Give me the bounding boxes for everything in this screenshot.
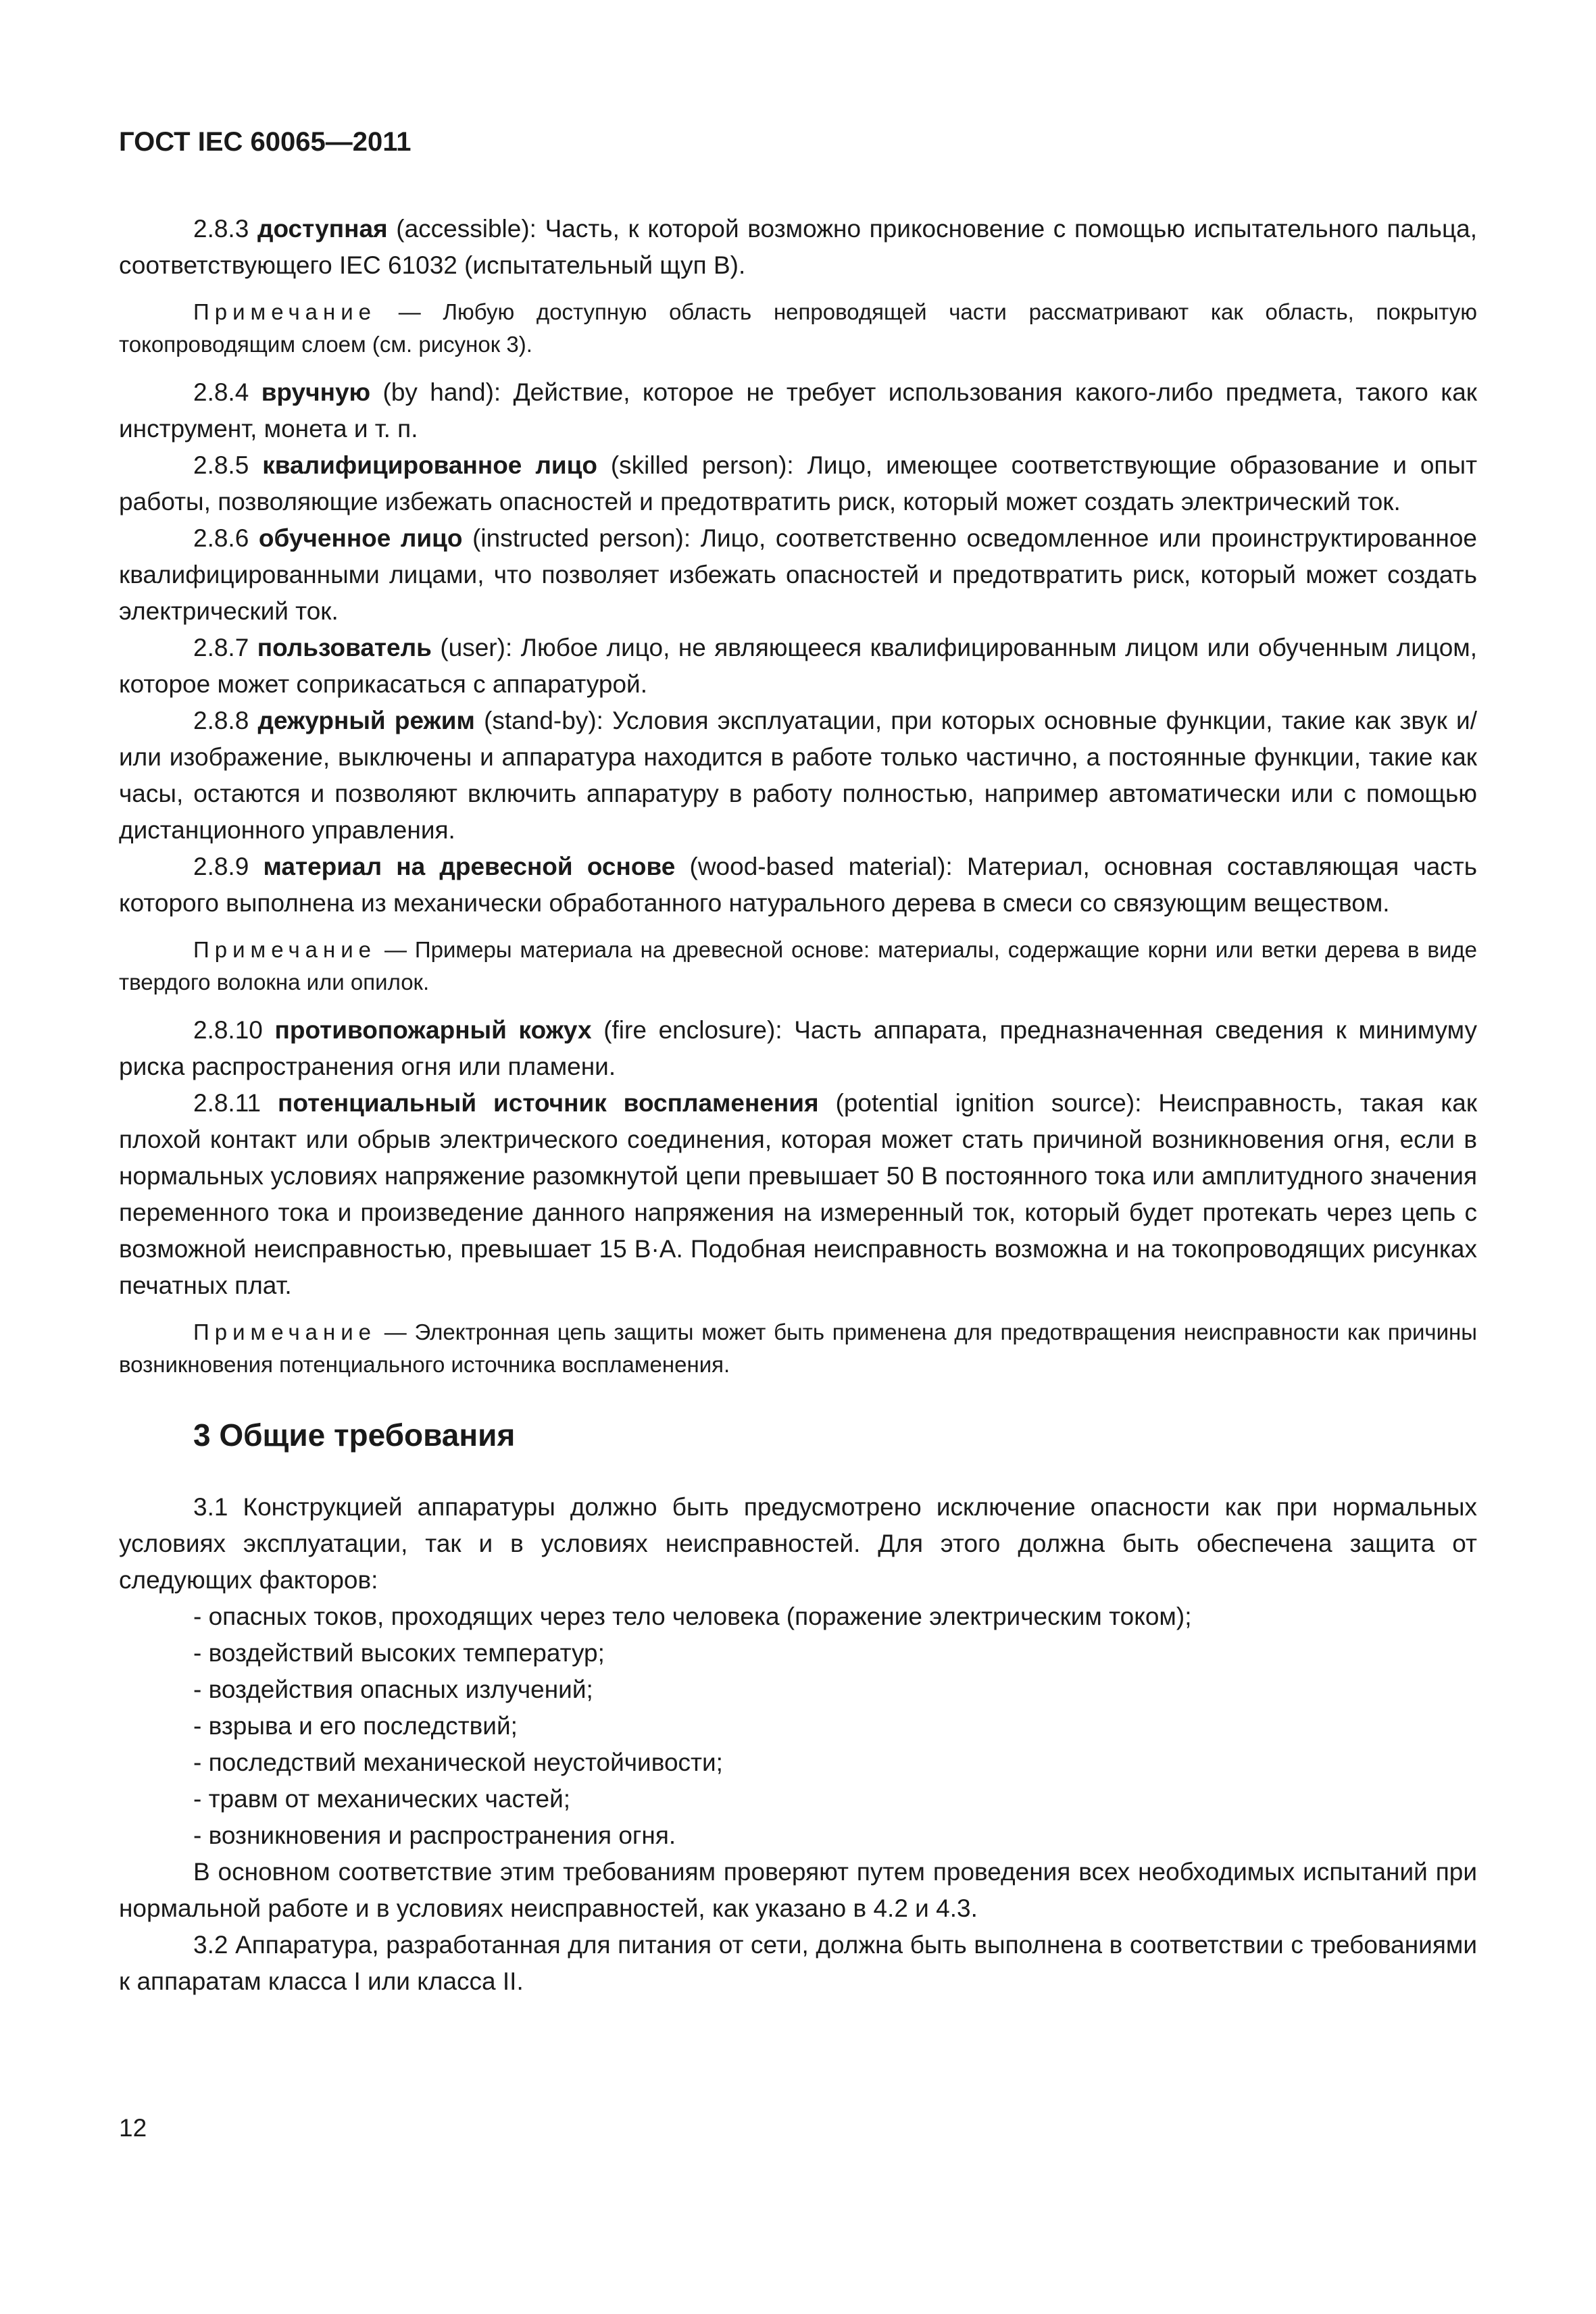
- defined-term: потенциальный источник воспламенения: [278, 1089, 819, 1117]
- clause-number: 2.8.7: [193, 634, 249, 661]
- clause-number: 2.8.10: [193, 1016, 263, 1044]
- definition-text: (fire enclosure): Часть аппарата, предназначенная сведения к минимуму риска распространения огня или пламени.: [119, 1016, 1477, 1080]
- note: [119, 296, 1477, 361]
- clause-number: 2.8.8: [193, 707, 249, 734]
- defined-term: квалифицированное лицо: [262, 451, 597, 479]
- definition-text: (stand-by): Условия эксплуатации, при которых основные функции, такие как звук и/или изображение, выключены и аппаратура находится в работе только частично, а постоянные функции, такие как часы, остаются и позволяют включить аппаратуру в работу полностью, например автоматически или с помощью дистанционного управления.: [119, 707, 1478, 844]
- defined-term: обученное лицо: [258, 524, 463, 552]
- definition-text: (instructed person): Лицо, соответственно осведомленное или проинструктированное квалифицированными лицами, что позволяет избежать опасностей и предотвратить риск, который может создать электрический ток.: [119, 524, 1478, 625]
- defined-term: пользователь: [257, 634, 432, 661]
- list-item: - травм от механических частей;: [193, 1785, 571, 1813]
- definition-2-8-8: [119, 703, 1477, 849]
- definition-2-8-5: [119, 447, 1477, 520]
- note-text: — Примеры материала на древесной основе: материалы, содержащие корни или ветки дерева в виде твердого волокна или опилок.: [119, 937, 1477, 995]
- standard-header: ГОСТ IEC 60065—2011: [119, 127, 412, 157]
- defined-term: противопожарный кожух: [274, 1016, 592, 1044]
- definition-2-8-11: [119, 1085, 1477, 1304]
- note-label: Примечание: [193, 299, 377, 324]
- note-label: Примечание: [193, 1319, 377, 1344]
- defined-term: дежурный режим: [257, 707, 475, 734]
- definition-2-8-4: [119, 374, 1477, 447]
- definition-2-8-10: [119, 1012, 1477, 1085]
- paragraph-compliance: В основном соответствие этим требованиям проверяют путем проведения всех необходимых испытаний при нормальной работе и в условиях неисправностей, как указано в 4.2 и 4.3.: [119, 1858, 1477, 1922]
- definition-2-8-7: [119, 630, 1477, 703]
- definition-text: (skilled person): Лицо, имеющее соответствующие образование и опыт работы, позволяющие избежать опасностей и предотвратить риск, который может создать электрический ток.: [119, 451, 1478, 515]
- list-item: - опасных токов, проходящих через тело человека (поражение электрическим током);: [193, 1603, 1192, 1630]
- definition-text: (potential ignition source): Неисправность, такая как плохой контакт или обрыв электрического соединения, которая может стать причиной возникновения огня, если в нормальных условиях напряжение разомкнутой цепи превышает 50 В постоянного тока или амплитудного значения переменного тока и произведение данного напряжения на измеренный ток, который будет протекать через цепь с возможной неисправностью, превышает 15 В·А. Подобная неисправность возможна и на токопроводящих рисунках печатных плат.: [119, 1089, 1478, 1299]
- clause-number: 2.8.9: [193, 853, 249, 880]
- list-item: - возникновения и распространения огня.: [193, 1821, 676, 1849]
- definition-text: (wood-based material): Материал, основная составляющая часть которого выполнена из механически обработанного натурального дерева в смеси со связующим веществом.: [119, 853, 1478, 917]
- defined-term: материал на древесной основе: [263, 853, 676, 880]
- list-item: - последствий механической неустойчивости;: [193, 1749, 723, 1776]
- paragraph-3-1: 3.1 Конструкцией аппаратуры должно быть предусмотрено исключение опасности как при нормальных условиях эксплуатации, так и в условиях неисправностей. Для этого должна быть обеспечена защита от следующих факторов:: [119, 1493, 1477, 1594]
- list-item: - воздействия опасных излучений;: [193, 1676, 593, 1703]
- note: [119, 1316, 1477, 1381]
- definition-text: (by hand): Действие, которое не требует использования какого-либо предмета, такого как инструмент, монета и т. п.: [119, 378, 1477, 443]
- paragraph-3-2: 3.2 Аппаратура, разработанная для питания от сети, должна быть выполнена в соответствии с требованиями к аппаратам класса I или класса II.: [119, 1931, 1477, 1995]
- note-text: — Электронная цепь защиты может быть применена для предотвращения неисправности как причины возникновения потенциального источника воспламенения.: [119, 1319, 1477, 1377]
- list-item: - взрыва и его последствий;: [193, 1712, 518, 1740]
- note-text: — Любую доступную область непроводящей части рассматривают как область, покрытую токопроводящим слоем (см. рисунок 3).: [119, 299, 1477, 357]
- hazard-list: [119, 1599, 1477, 1854]
- page-number: 12: [119, 2114, 147, 2142]
- defined-term: доступная: [257, 215, 388, 243]
- clause-number: 2.8.6: [193, 524, 249, 552]
- clause-number: 2.8.11: [193, 1089, 261, 1117]
- definition-2-8-3: [119, 211, 1477, 284]
- list-item: - воздействий высоких температур;: [193, 1639, 605, 1667]
- defined-term: вручную: [261, 378, 371, 406]
- definition-2-8-9: [119, 849, 1477, 922]
- clause-number: 2.8.4: [193, 378, 249, 406]
- definition-2-8-6: [119, 520, 1477, 630]
- definition-text: (accessible): Часть, к которой возможно прикосновение с помощью испытательного пальца, соответствующего IEC 61032 (испытательный щуп В).: [119, 215, 1477, 279]
- definition-text: (user): Любое лицо, не являющееся квалифицированным лицом или обученным лицом, которое может соприкасаться с аппаратурой.: [119, 634, 1478, 698]
- clause-number: 2.8.5: [193, 451, 249, 479]
- note: [119, 934, 1477, 999]
- clause-number: 2.8.3: [193, 215, 249, 243]
- note-label: Примечание: [193, 937, 377, 962]
- section-heading: 3 Общие требования: [193, 1417, 516, 1453]
